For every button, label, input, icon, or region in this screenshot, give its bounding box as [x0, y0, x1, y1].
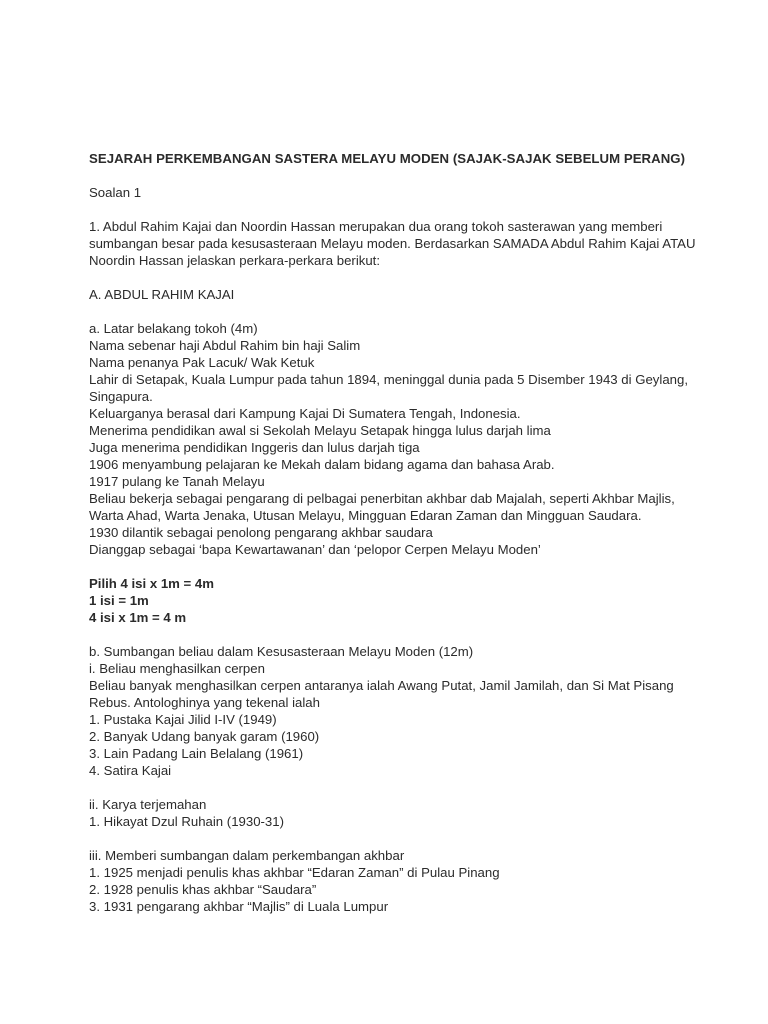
- part-a-line: Nama sebenar haji Abdul Rahim bin haji Salim: [89, 338, 361, 353]
- part-b-line: b. Sumbangan beliau dalam Kesusasteraan Melayu Moden (12m): [89, 644, 474, 659]
- marks-line: 4 isi x 1m = 4 m: [89, 610, 187, 625]
- part-ii-line: ii. Karya terjemahan: [89, 797, 207, 812]
- intro-paragraph: [89, 218, 696, 269]
- part-a-line: a. Latar belakang tokoh (4m): [89, 321, 258, 336]
- part-b-line: 2. Banyak Udang banyak garam (1960): [89, 729, 320, 744]
- section-a-heading: A. ABDUL RAHIM KAJAI: [89, 287, 235, 302]
- part-b-line: Beliau banyak menghasilkan cerpen antaranya ialah Awang Putat, Jamil Jamilah, dan Si Mat Pisang: [89, 678, 674, 693]
- part-a-line: Warta Ahad, Warta Jenaka, Utusan Melayu, Mingguan Edaran Zaman dan Mingguan Saudara.: [89, 508, 642, 523]
- part-a-line: Singapura.: [89, 389, 153, 404]
- document-body: [89, 150, 696, 915]
- part-ii-line: 1. Hikayat Dzul Ruhain (1930-31): [89, 814, 284, 829]
- part-b-line: 3. Lain Padang Lain Belalang (1961): [89, 746, 304, 761]
- part-a-line: Lahir di Setapak, Kuala Lumpur pada tahun 1894, meninggal dunia pada 5 Disember 1943 di Geylang,: [89, 372, 688, 387]
- part-iii-line: 3. 1931 pengarang akhbar “Majlis” di Luala Lumpur: [89, 899, 389, 914]
- part-ii-block: [89, 796, 689, 830]
- part-a-line: Beliau bekerja sebagai pengarang di pelbagai penerbitan akhbar dab Majalah, seperti Akhbar Majlis,: [89, 491, 675, 506]
- marks-line: Pilih 4 isi x 1m = 4m: [89, 576, 214, 591]
- part-a-line: 1930 dilantik sebagai penolong pengarang akhbar saudara: [89, 525, 433, 540]
- part-a-line: Nama penanya Pak Lacuk/ Wak Ketuk: [89, 355, 315, 370]
- intro-line: Noordin Hassan jelaskan perkara-perkara berikut:: [89, 253, 381, 268]
- part-a-line: 1917 pulang ke Tanah Melayu: [89, 474, 265, 489]
- part-iii-line: iii. Memberi sumbangan dalam perkembangan akhbar: [89, 848, 405, 863]
- part-a-line: Juga menerima pendidikan Inggeris dan lulus darjah tiga: [89, 440, 420, 455]
- part-iii-line: 2. 1928 penulis khas akhbar “Saudara”: [89, 882, 317, 897]
- part-a-block: [89, 320, 689, 558]
- part-iii-block: [89, 847, 689, 915]
- intro-line: sumbangan besar pada kesusasteraan Melayu moden. Berdasarkan SAMADA Abdul Rahim Kajai ATAU: [89, 236, 696, 251]
- part-b-line: 1. Pustaka Kajai Jilid I-IV (1949): [89, 712, 277, 727]
- part-b-line: i. Beliau menghasilkan cerpen: [89, 661, 265, 676]
- part-iii-line: 1. 1925 menjadi penulis khas akhbar “Edaran Zaman” di Pulau Pinang: [89, 865, 500, 880]
- part-a-line: Dianggap sebagai ‘bapa Kewartawanan’ dan ‘pelopor Cerpen Melayu Moden’: [89, 542, 541, 557]
- part-b-line: 4. Satira Kajai: [89, 763, 172, 778]
- document-title: SEJARAH PERKEMBANGAN SASTERA MELAYU MODEN (SAJAK-SAJAK SEBELUM PERANG): [89, 151, 686, 166]
- part-b-line: Rebus. Antologhinya yang tekenal ialah: [89, 695, 320, 710]
- part-a-line: Menerima pendidikan awal si Sekolah Melayu Setapak hingga lulus darjah lima: [89, 423, 551, 438]
- part-a-line: Keluarganya berasal dari Kampung Kajai Di Sumatera Tengah, Indonesia.: [89, 406, 521, 421]
- part-b-block: [89, 643, 689, 779]
- marks-block: [89, 575, 689, 626]
- marks-line: 1 isi = 1m: [89, 593, 149, 608]
- question-label: Soalan 1: [89, 185, 142, 200]
- intro-line: 1. Abdul Rahim Kajai dan Noordin Hassan merupakan dua orang tokoh sasterawan yang memberi: [89, 219, 663, 234]
- part-a-line: 1906 menyambung pelajaran ke Mekah dalam bidang agama dan bahasa Arab.: [89, 457, 555, 472]
